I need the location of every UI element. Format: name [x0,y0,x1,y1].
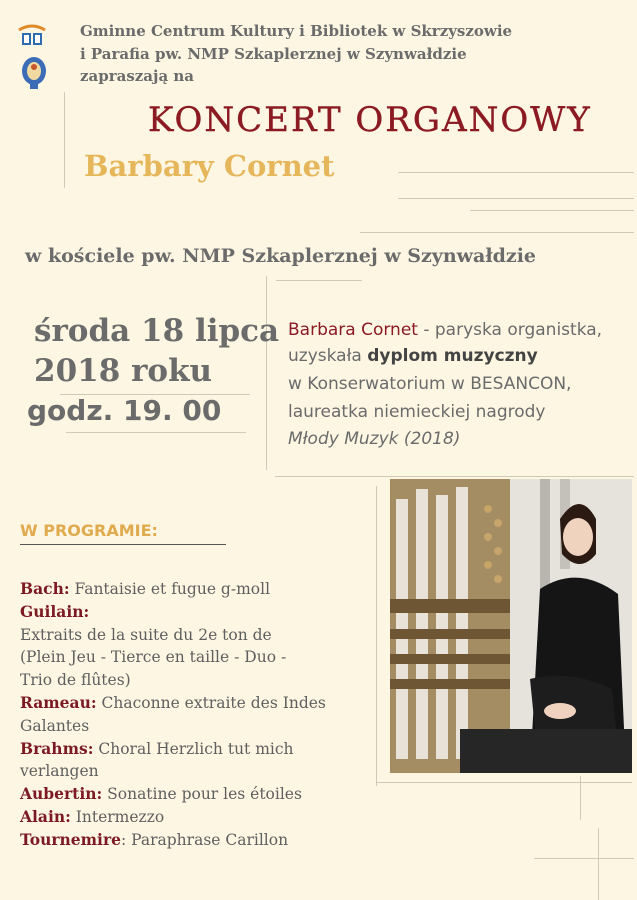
bio-name: Barbara Cornet [288,320,418,340]
work-title: Galantes [20,716,90,735]
program-item [20,669,131,692]
bio-line-2: uzyskała dyplom muzyczny [288,346,538,366]
date-day: środa 18 lipca [34,313,280,349]
divider [360,232,634,233]
program-item [20,601,89,624]
program-item [20,806,164,829]
divider [534,858,634,859]
work-title: Trio de flûtes) [20,671,131,690]
divider-vertical [266,276,267,470]
work-title: Extraits de la suite du 2e ton de [20,625,272,644]
program-item [20,692,326,715]
venue-text: w kościele pw. NMP Szkaplerznej w Szynwałdzie [25,245,537,267]
organizer-line-2: i Parafia pw. NMP Szkaplerznej w Szynwałdzie [80,45,467,63]
bio-line-1: Barbara Cornet - paryska organistka, [288,320,603,340]
work-title: Chaconne extraite des Indes [96,694,326,712]
program-item [20,760,99,783]
program-item [20,738,294,761]
date-year: 2018 roku [34,353,213,389]
work-title: : Paraphrase Carillon [120,830,289,849]
program-item [20,783,302,806]
organizer-line-1: Gminne Centrum Kultury i Bibliotek w Skrzyszowie [80,22,513,40]
library-logo-icon [16,18,48,48]
program-heading: W PROGRAMIE: [20,521,158,540]
divider-vertical [376,486,377,786]
composer-name: Guilain: [20,601,90,621]
parish-emblem-icon [20,56,48,90]
program-item [20,715,89,738]
divider [376,782,632,783]
divider [66,432,246,433]
divider-vertical [64,92,65,188]
invitation-text: zapraszają na [80,67,195,85]
work-title: Fantaisie et fugue g-moll [69,580,271,598]
composer-name: Alain: [20,807,71,826]
performer-name: Barbary Cornet [84,149,335,183]
work-title: Intermezzo [70,808,165,826]
work-title: Choral Herzlich tut mich [93,739,294,758]
bio-line-5: Młody Muzyk (2018) [288,429,461,449]
bio-line-3: w Konserwatorium w BESANCON, [288,374,572,394]
program-item [20,624,272,647]
performer-photo [390,479,632,773]
composer-name: Aubertin: [20,784,103,804]
work-title: (Plein Jeu - Tierce en taille - Duo - [20,648,287,667]
divider [398,198,634,199]
divider-vertical [598,828,599,900]
heading-underline [20,544,226,545]
divider-vertical [580,776,581,820]
divider [275,476,634,477]
composer-name: Brahms: [20,738,94,758]
work-title: verlangen [20,762,99,781]
event-time: godz. 19. 00 [27,394,222,427]
program-item [20,578,270,601]
composer-name: Bach: [20,579,70,598]
divider [398,172,634,173]
program-item [20,646,286,669]
work-title: Sonatine pour les étoiles [102,785,302,804]
composer-name: Rameau: [20,693,97,712]
divider [470,210,634,211]
program-item [20,829,288,852]
divider [276,280,362,281]
bio-line-4: laureatka niemieckiej nagrody [288,402,546,422]
composer-name: Tournemire [20,829,121,849]
concert-title: KONCERT ORGANOWY [148,100,592,140]
